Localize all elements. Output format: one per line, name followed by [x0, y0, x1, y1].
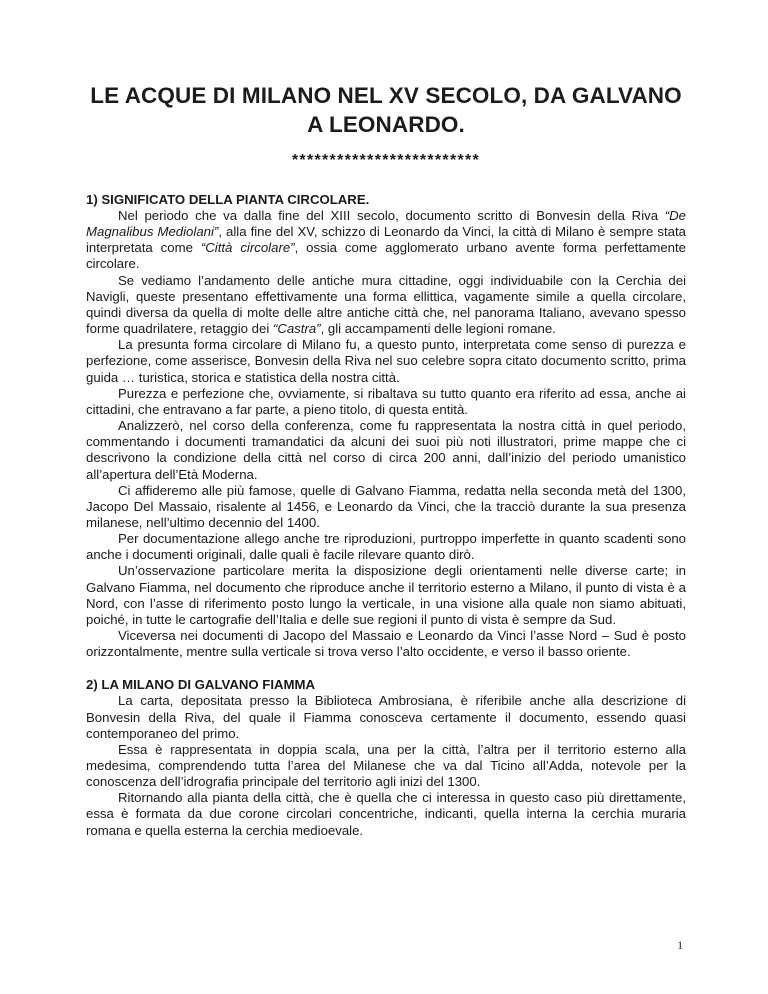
title-line-2: A LEONARDO.: [307, 112, 465, 137]
document-body: [86, 192, 686, 839]
body-paragraph: [86, 742, 686, 790]
asterisk-separator: *************************: [291, 152, 481, 169]
paragraph-text: La presunta forma circolare di Milano fu, a questo punto, interpretata come senso di purezza e perfezione, come asserisce, Bonvesin della Riva nel suo celebre sopra citato documento scritto, prima guida … turistica, storica e statistica della nostra città.: [86, 337, 686, 385]
body-paragraph: [86, 418, 686, 483]
body-paragraph: [86, 628, 686, 660]
paragraph-text: , ossia come agglomerato urbano avente forma perfettamente circolare.: [86, 240, 686, 272]
title-line-1: LE ACQUE DI MILANO NEL XV SECOLO, DA GALVANO: [90, 83, 682, 108]
paragraph-text: La carta, depositata presso la Biblioteca Ambrosiana, è riferibile anche alla descrizione di Bonvesin della Riva, del quale il Fiamma conosceva certamente il documento, essendo quasi contemporaneo del primo.: [86, 693, 686, 741]
paragraph-text: Se vediamo l’andamento delle antiche mura cittadine, oggi individuabile con la Cerchia dei Navigli, queste presentano effettivamente una forma ellittica, vagamente simile a quella circolare, quindi diversa da quella di molte delle altre antiche città che, nel panorama Italiano, avevano spesso forme quadrilatere, retaggio dei: [86, 272, 686, 337]
italic-text: “Città circolare”: [200, 240, 295, 256]
paragraph-text: Nel periodo che va dalla fine del XIII secolo, documento scritto di Bonvesin della Riva: [118, 208, 665, 223]
paragraph-text: Purezza e perfezione che, ovviamente, si ribaltava su tutto quanto era riferito ad essa, anche ai cittadini, che entravano a far parte, a pieno titolo, di questa entità.: [86, 385, 686, 417]
body-paragraph: [86, 531, 686, 563]
paragraph-text: , gli accampamenti delle legioni romane.: [320, 321, 556, 337]
body-paragraph: [86, 693, 686, 741]
body-paragraph: [86, 386, 686, 418]
body-paragraph: [86, 483, 686, 531]
paragraph-text: Analizzerò, nel corso della conferenza, come fu rappresentata la nostra città in quel periodo, commentando i documenti tramandatici da alcuni dei suoi più noti illustratori, prime mappe che ci descrivono la condizione della città nel corso di circa 200 anni, dall’inizio del periodo umanistico all’apertura dell’Età Moderna.: [86, 418, 686, 482]
body-paragraph: [86, 273, 686, 338]
paragraph-text: Ci affideremo alle più famose, quelle di Galvano Fiamma, redatta nella seconda metà del 1300, Jacopo Del Massaio, risalente al 1456, e Leonardo da Vinci, che la tracciò durante la sua presenza milanese, nell’ultimo decennio del 1400.: [86, 482, 686, 530]
page-number: 1: [677, 940, 683, 952]
document-title: [86, 0, 686, 139]
paragraph-text: Ritornando alla pianta della città, che è quella che ci interessa in questo caso più direttamente, essa è formata da due corone circolari concentriche, indicanti, quella interna la cerchia muraria romana e quella esterna la cerchia medioevale.: [86, 790, 686, 838]
body-paragraph: [86, 563, 686, 628]
paragraph-text: Un’osservazione particolare merita la disposizione degli orientamenti nelle diverse carte; in Galvano Fiamma, nel documento che riproduce anche il territorio esterno a Milano, il punto di vista è a Nord, con l’asse di riferimento posto lungo la verticale, in una visione alla quale non siamo abituati, poiché, in tutte le cartografie dell’Italia e delle sue regioni il punto di vista è sempre da Sud.: [86, 563, 686, 627]
body-paragraph: [86, 790, 686, 838]
body-paragraph: [86, 208, 686, 273]
paragraph-text: Viceversa nei documenti di Jacopo del Massaio e Leonardo da Vinci l’asse Nord – Sud è posto orizzontalmente, mentre sulla verticale si trova verso l’alto occidente, e verso il basso oriente.: [86, 628, 686, 660]
paragraph-text: Per documentazione allego anche tre riproduzioni, purtroppo imperfette in quanto scadenti sono anche i documenti originali, dalle quali è facile rilevare quanto dirò.: [86, 531, 686, 563]
paragraph-text: , alla fine del XV, schizzo di Leonardo da Vinci, la città di Milano è sempre stata interpretata come: [86, 224, 686, 256]
body-paragraph: [86, 337, 686, 385]
section-heading: 1) SIGNIFICATO DELLA PIANTA CIRCOLARE.: [86, 192, 370, 207]
italic-text: “Castra”: [272, 321, 321, 337]
paragraph-text: Essa è rappresentata in doppia scala, una per la città, l’altra per il territorio esterno alla medesima, comprendendo tutta l’area del Milanese che va dal Ticino all’Adda, notevole per la conoscenza dell’idrografia principale del territorio agli inizi del 1300.: [86, 741, 686, 790]
italic-text: “De Magnalibus Mediolani”: [86, 208, 686, 240]
section-heading: 2) LA MILANO DI GALVANO FIAMMA: [86, 677, 316, 693]
